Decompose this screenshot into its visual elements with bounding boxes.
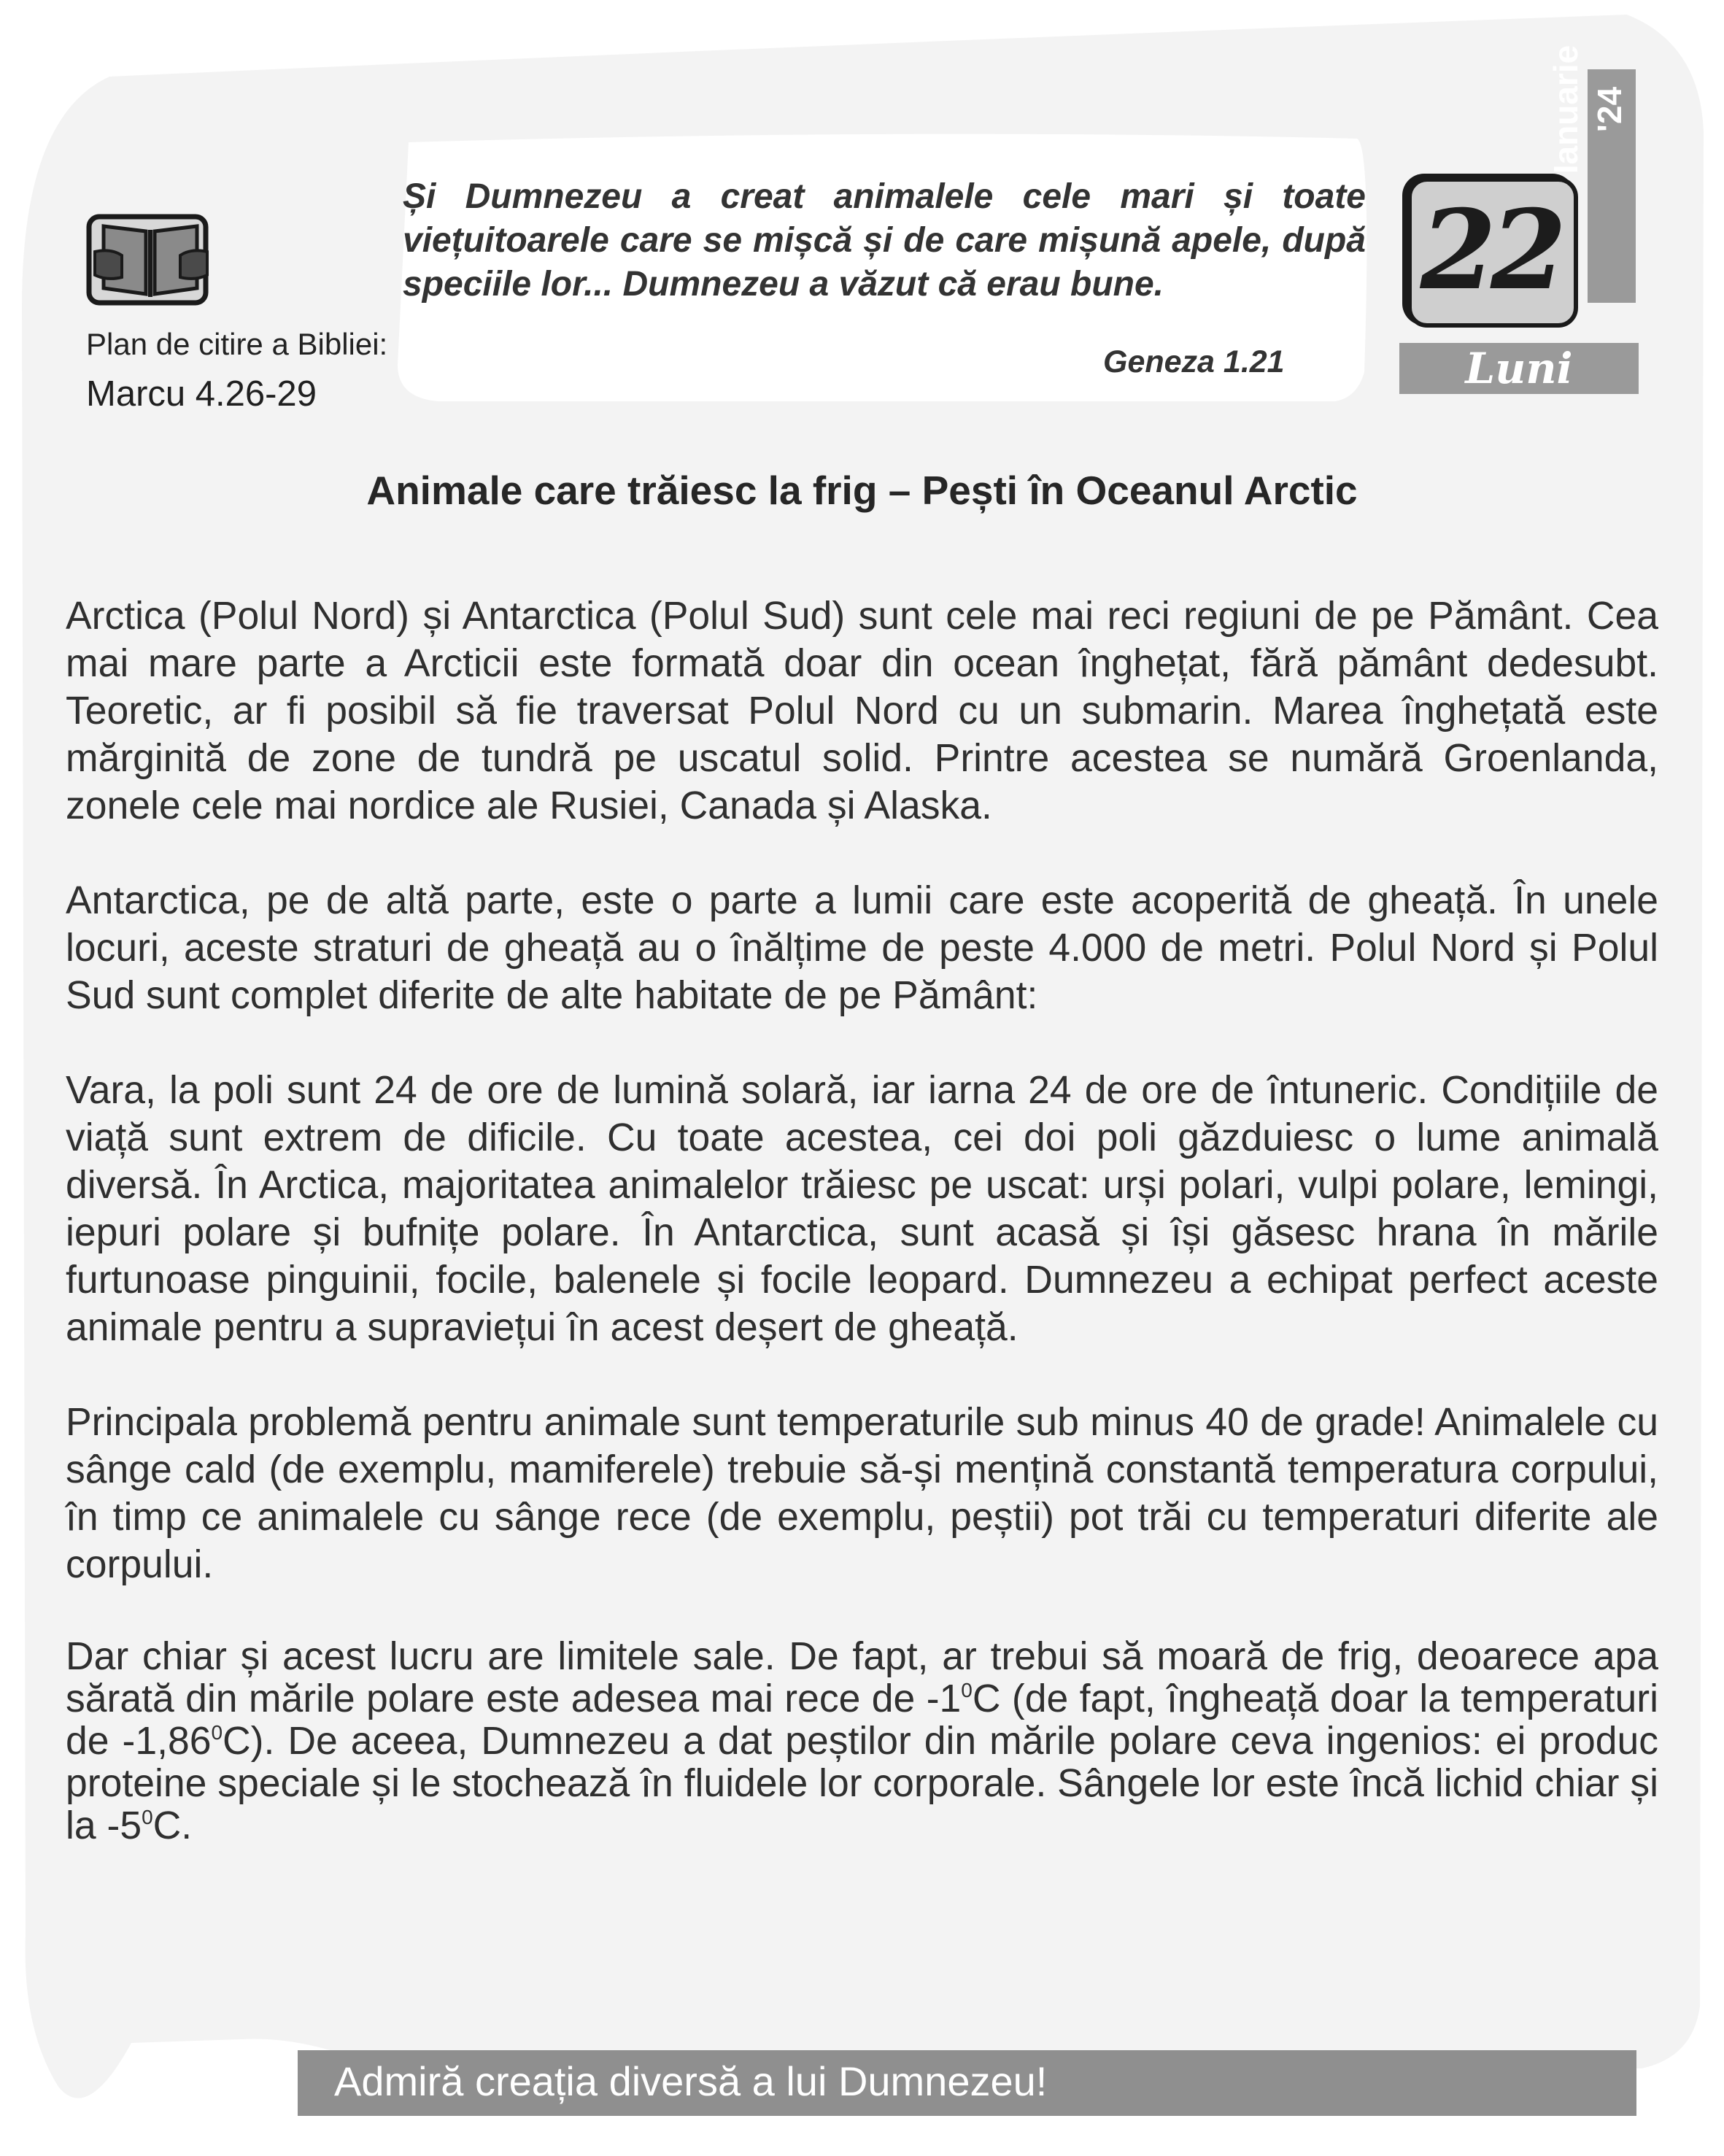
footer-text: Admiră creația diversă a lui Dumnezeu! — [334, 2058, 1048, 2104]
degree-mark: 0 — [961, 1679, 973, 1701]
reading-plan-reference: Marcu 4.26-29 — [86, 374, 317, 414]
article-body — [66, 592, 1658, 1895]
article-title: Animale care trăiesc la frig – Pești în Oceanul Arctic — [366, 468, 1358, 513]
paragraph-5-part-2: C (de fapt, îngheață doar la temperaturi de -1,86 — [66, 1677, 1658, 1763]
paragraph-5-part-4: C. — [152, 1804, 193, 1847]
paragraph-4: Principala problemă pentru animale sunt temperaturile sub minus 40 de grade! Animalele cu sânge cald (de exemplu, mamiferele) trebuie să-și mențină constantă temperatura corpului, în timp ce animalele cu sânge rece (de exemplu, peștii) pot trăi cu temperaturi diferite ale corpului. — [66, 1401, 1658, 1586]
degree-mark: 0 — [211, 1721, 223, 1744]
degree-mark: 0 — [142, 1806, 153, 1828]
month-year: Ianuarie '24 — [1547, 45, 1628, 174]
open-bible-hands-icon — [82, 208, 220, 317]
paragraph-3: Vara, la poli sunt 24 de ore de lumină solară, iar iarna 24 de ore de întuneric. Condițiile de viață sunt extrem de dificile. Cu toate acestea, cei doi poli găzduiesc o lume animală diversă. În Arctica, majoritatea animalelor trăiesc pe uscat: urși polari, vulpi polare, lemingi, iepuri polare și bufnițe polare. În Antarctica, sunt acasă și își găsesc hrana în mările furtunoase pinguinii, focile, balenele și focile leopard. Dumnezeu a echipat perfect aceste animale pentru a supraviețui în acest deșert de gheață. — [66, 1069, 1658, 1349]
paragraph-2: Antarctica, pe de altă parte, este o parte a lumii care este acoperită de gheață. În unele locuri, aceste straturi de gheață au o înălțime de peste 4.000 de metri. Polul Nord și Polul Sud sunt complet diferite de alte habitate de pe Pământ: — [66, 879, 1658, 1017]
verse-text: Și Dumnezeu a creat animalele cele mari și toate viețuitoarele care se mișcă și de care mișună apele, după speciile lor... Dumnezeu a văzut că erau bune. — [403, 177, 1366, 304]
reading-plan-label: Plan de citire a Bibliei: — [86, 327, 388, 361]
verse-reference: Geneza 1.21 — [1103, 344, 1285, 379]
day-number: 22 — [1420, 186, 1561, 314]
weekday: Luni — [1465, 344, 1573, 393]
paragraph-5-part-3: C). De aceea, Dumnezeu a dat peștilor din mările polare ceva ingenios: ei produc proteine speciale și le stochează în fluidele lor corporale. Sângele lor este încă lichid chiar și la -5 — [66, 1720, 1658, 1847]
paragraph-5 — [66, 1636, 1658, 1847]
paragraph-5-part-1: Dar chiar și acest lucru are limitele sale. De fapt, ar trebui să moară de frig, deoarece apa sărată din mările polare este adesea mai rece de -1 — [66, 1635, 1658, 1720]
paragraph-1: Arctica (Polul Nord) și Antarctica (Polul Sud) sunt cele mai reci regiuni de pe Pământ. Cea mai mare parte a Arcticii este formată doar din ocean înghețat, fără pământ dedesubt. Teoretic, ar fi posibil să fie traversat Polul Nord cu un submarin. Marea înghețată este mărginită de zone de tundră pe uscatul solid. Printre acestea se numără Groenlanda, zonele cele mai nordice ale Rusiei, Canada și Alaska. — [66, 595, 1658, 827]
